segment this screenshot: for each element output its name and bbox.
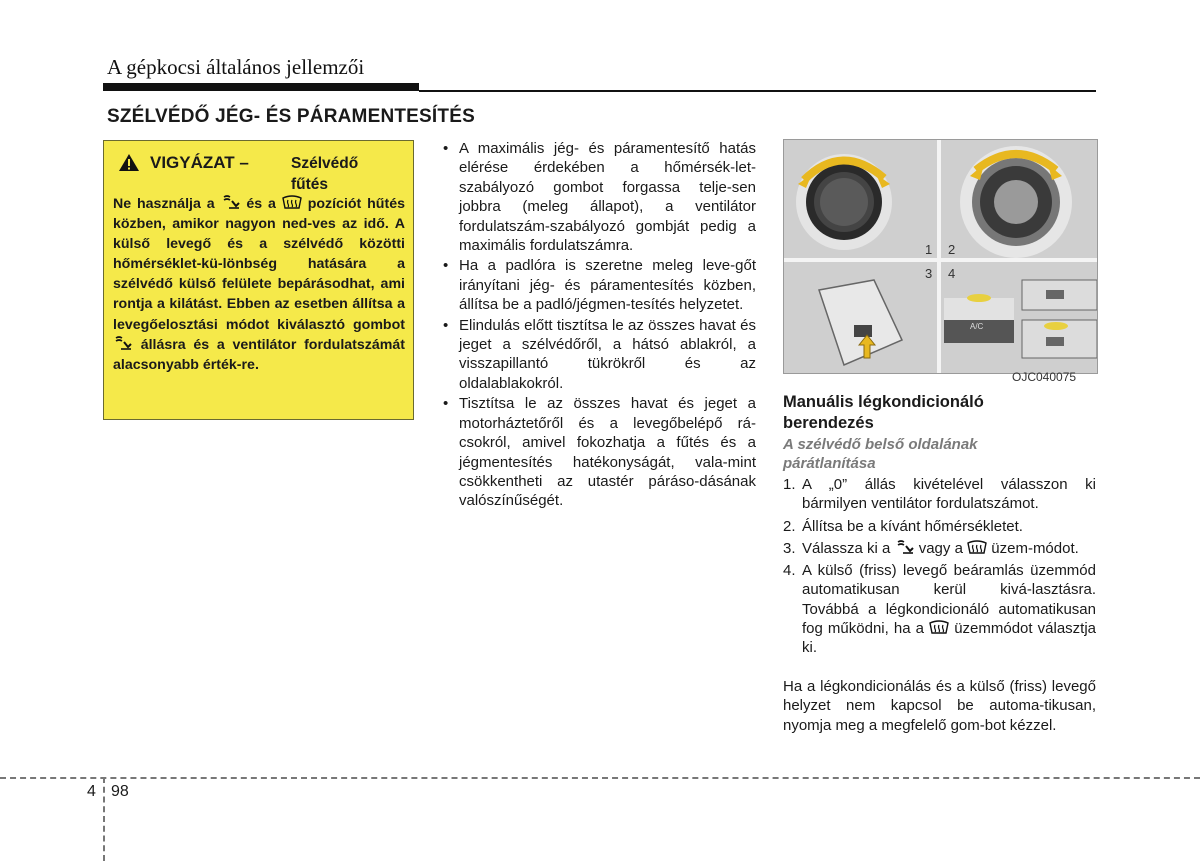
step-text: üzem-módot. bbox=[991, 539, 1079, 557]
footer-dashed-rule bbox=[0, 777, 1200, 779]
right-title-line-1: Manuális légkondicionáló bbox=[783, 393, 984, 411]
floor-defrost-icon bbox=[221, 195, 241, 210]
right-section-title bbox=[783, 392, 984, 433]
header-rule bbox=[419, 90, 1096, 92]
warning-text-2: és a bbox=[246, 196, 276, 212]
right-subtitle-line-2: párátlanítása bbox=[783, 454, 876, 472]
footer-page-number: 98 bbox=[111, 783, 129, 800]
floor-defrost-icon bbox=[895, 540, 915, 555]
step-text: üzemmódot választja ki. bbox=[802, 620, 1097, 657]
step-text: A külső (friss) levegő beáramlás üzemmód automatikusan kerül kivá-lasztásra. Továbbá a légkondicionáló automatikusan fog működni, ha a bbox=[802, 562, 1096, 638]
list-item bbox=[783, 561, 1096, 657]
step-text: Válassza ki a bbox=[802, 539, 891, 557]
list-item: • Ha a padlóra is szeretne meleg leve-gőt irányítani jég- és páramentesítés közben, állítsa be a padló/jégmen-tesítés helyzetet. bbox=[443, 256, 756, 314]
right-subtitle bbox=[783, 436, 978, 473]
final-paragraph: Ha a légkondicionálás és a külső (friss) levegő helyzet nem kapcsol be automa-tikusan, nyomja meg a megfelelő gom-bot kézzel. bbox=[783, 678, 1096, 734]
warning-heading: VIGYÁZAT – bbox=[150, 153, 249, 172]
warning-text-1: Ne használja a bbox=[113, 196, 215, 212]
warning-subtitle-2: fűtés bbox=[291, 176, 329, 193]
header-title: A gépkocsi általános jellemzői bbox=[107, 55, 365, 79]
footer-section-number: 4 bbox=[87, 783, 96, 800]
step-text: vagy a bbox=[918, 539, 963, 557]
ac-button-label: A/C bbox=[970, 322, 984, 331]
defrost-icon bbox=[282, 195, 302, 210]
list-item bbox=[783, 517, 1096, 536]
list-item bbox=[783, 475, 1096, 514]
defrost-icon bbox=[967, 540, 987, 555]
section-title: SZÉLVÉDŐ JÉG- ÉS PÁRAMENTESÍTÉS bbox=[107, 106, 475, 127]
step-text: Állítsa be a kívánt hőmérsékletet. bbox=[802, 517, 1023, 535]
floor-defrost-icon bbox=[113, 336, 133, 351]
panel-label-2: 2 bbox=[948, 242, 956, 257]
right-subtitle-line-1: A szélvédő belső oldalának bbox=[783, 436, 978, 453]
step-number: 1. bbox=[783, 476, 796, 493]
list-item: • A maximális jég- és páramentesítő hatás elérése érdekében a hőmérsék-let-szabályozó gombot forgassa telje-sen jobbra (meleg állapot), a ventilátor fordulatszám-szabályozó gombját pedig a maximális fordulatszámra. bbox=[443, 139, 756, 255]
warning-text-4: állásra és a ventilátor fordulatszámát alacsonyabb érték-re. bbox=[113, 336, 405, 373]
defrost-icon bbox=[929, 620, 949, 635]
warning-body bbox=[113, 194, 405, 375]
step-number: 4. bbox=[783, 562, 796, 580]
header-bar bbox=[103, 83, 419, 91]
steps-list bbox=[783, 475, 1096, 661]
warning-subtitle-1: Szélvédő bbox=[291, 155, 359, 172]
step-text: A „0” állás kivételével válasszon ki bármilyen ventilátor fordulatszámot. bbox=[802, 476, 1096, 513]
step-number: 2. bbox=[783, 517, 796, 535]
middle-bullet-list bbox=[443, 139, 756, 512]
panel-label-1: 1 bbox=[925, 242, 933, 257]
warning-text-3: pozíciót hűtés közben, amikor nagyon ned-ves az idő. A külső levegő és a szélvédő közötti hőmérséklet-kü-lönbség hatására a szélvédő külső felülete bepárásodhat, ami rontja a kilátást. Ebben az esetben állítsa a levegőelosztási módot kiválasztó gombot bbox=[113, 196, 405, 333]
warning-triangle-icon bbox=[118, 153, 140, 172]
panel-label-3: 3 bbox=[925, 266, 933, 281]
panel-label-4: 4 bbox=[948, 266, 956, 281]
step-number: 3. bbox=[783, 539, 796, 557]
list-item: • Tisztítsa le az összes havat és jeget a motorháztetőről és a levegőbelépő rá-csokról, amivel fokozhatja a fűtés és a jégmentesítés hatékonyságát, vala-mint csökkentheti az utastér páráso-dásának valószínűségét. bbox=[443, 394, 756, 510]
footer-vertical-rule bbox=[103, 777, 105, 861]
warning-box bbox=[103, 140, 414, 420]
climate-control-illustration bbox=[784, 140, 1097, 373]
figure-caption: OJC040075 bbox=[1012, 370, 1077, 384]
list-item: • Elindulás előtt tisztítsa le az összes havat és jeget a szélvédőről, a hátsó ablakról, a visszapillantó tükrökről és az oldalablakokról. bbox=[443, 316, 756, 394]
climate-control-figure bbox=[783, 139, 1098, 374]
right-title-line-2: berendezés bbox=[783, 413, 874, 432]
list-item bbox=[783, 539, 1096, 558]
warning-header bbox=[113, 149, 405, 193]
